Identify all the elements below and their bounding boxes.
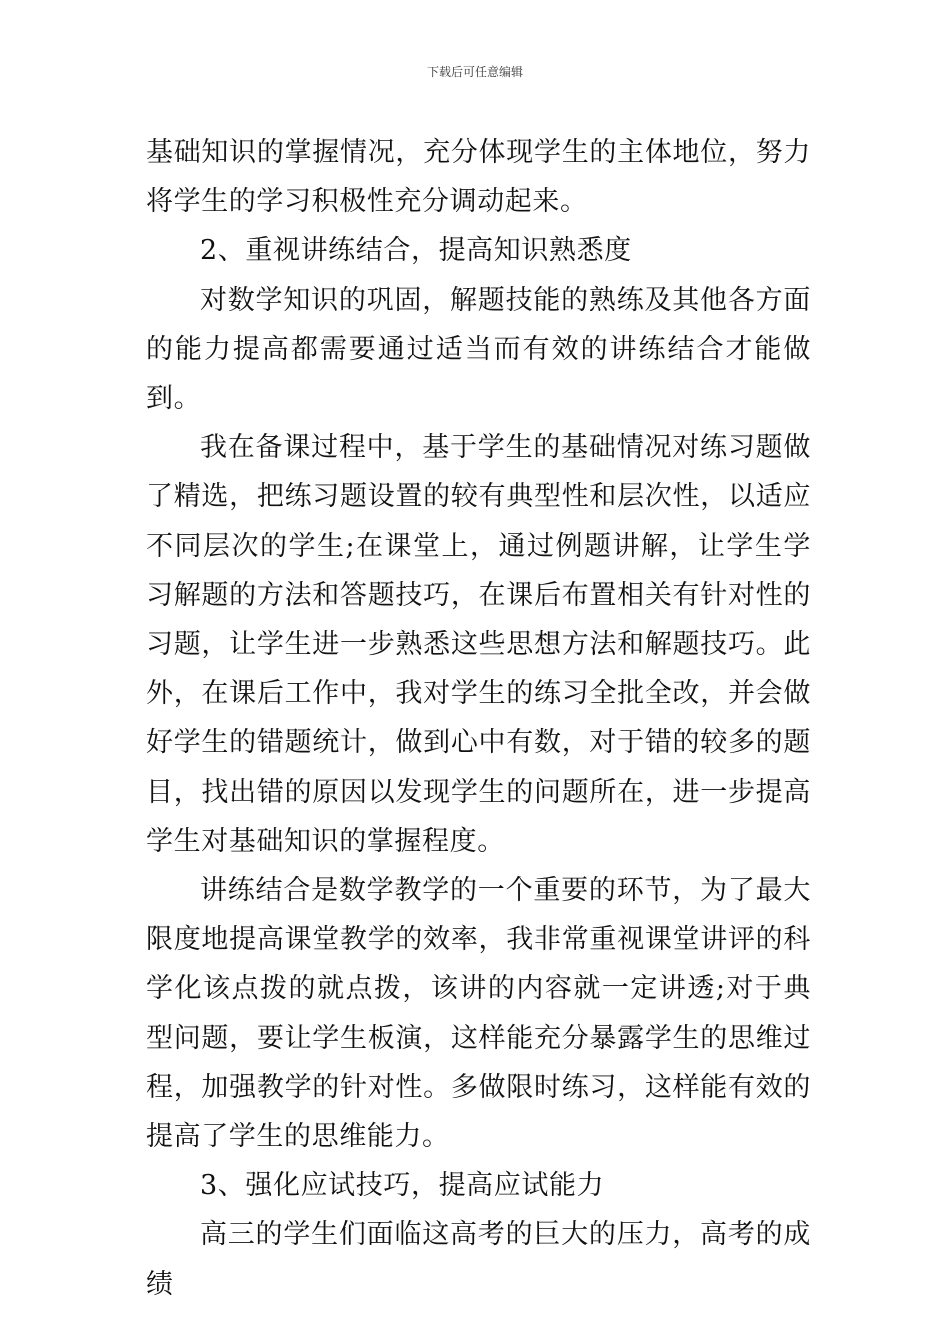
section-heading: 2、重视讲练结合，提高知识熟悉度 xyxy=(200,235,632,267)
paragraph: 我在备课过程中，基于学生的基础情况对练习题做了精选，把练习题设置的较有典型性和层次性，以适应不同层次的学生;在课堂上，通过例题讲解，让学生学习解题的方法和答题技巧，在课后布置相关有针对性的习题，让学生进一步熟悉这些思想方法和解题技巧。此外，在课后工作中，我对学生的练习全批全改，并会做好学生的错题统计，做到心中有数，对于错的较多的题目，找出错的原因以发现学生的问题所在，进一步提高学生对基础知识的掌握程度。 xyxy=(146,432,811,857)
page-header: 下载后可任意编辑 xyxy=(426,65,523,79)
section-heading: 3、强化应试技巧，提高应试能力 xyxy=(200,1170,605,1202)
paragraph: 基础知识的掌握情况，充分体现学生的主体地位，努力将学生的学习积极性充分调动起来。 xyxy=(146,137,811,218)
document-body xyxy=(146,128,811,1309)
paragraph: 讲练结合是数学教学的一个重要的环节，为了最大限度地提高课堂教学的效率，我非常重视课堂讲评的科学化该点拨的就点拨，该讲的内容就一定讲透;对于典型问题，要让学生板演，这样能充分暴露学生的思维过程，加强教学的针对性。多做限时练习，这样能有效的提高了学生的思维能力。 xyxy=(146,875,811,1153)
paragraph: 高三的学生们面临这高考的巨大的压力，高考的成绩 xyxy=(146,1219,811,1300)
paragraph: 对数学知识的巩固，解题技能的熟练及其他各方面的能力提高都需要通过适当而有效的讲练结合才能做到。 xyxy=(146,284,811,415)
